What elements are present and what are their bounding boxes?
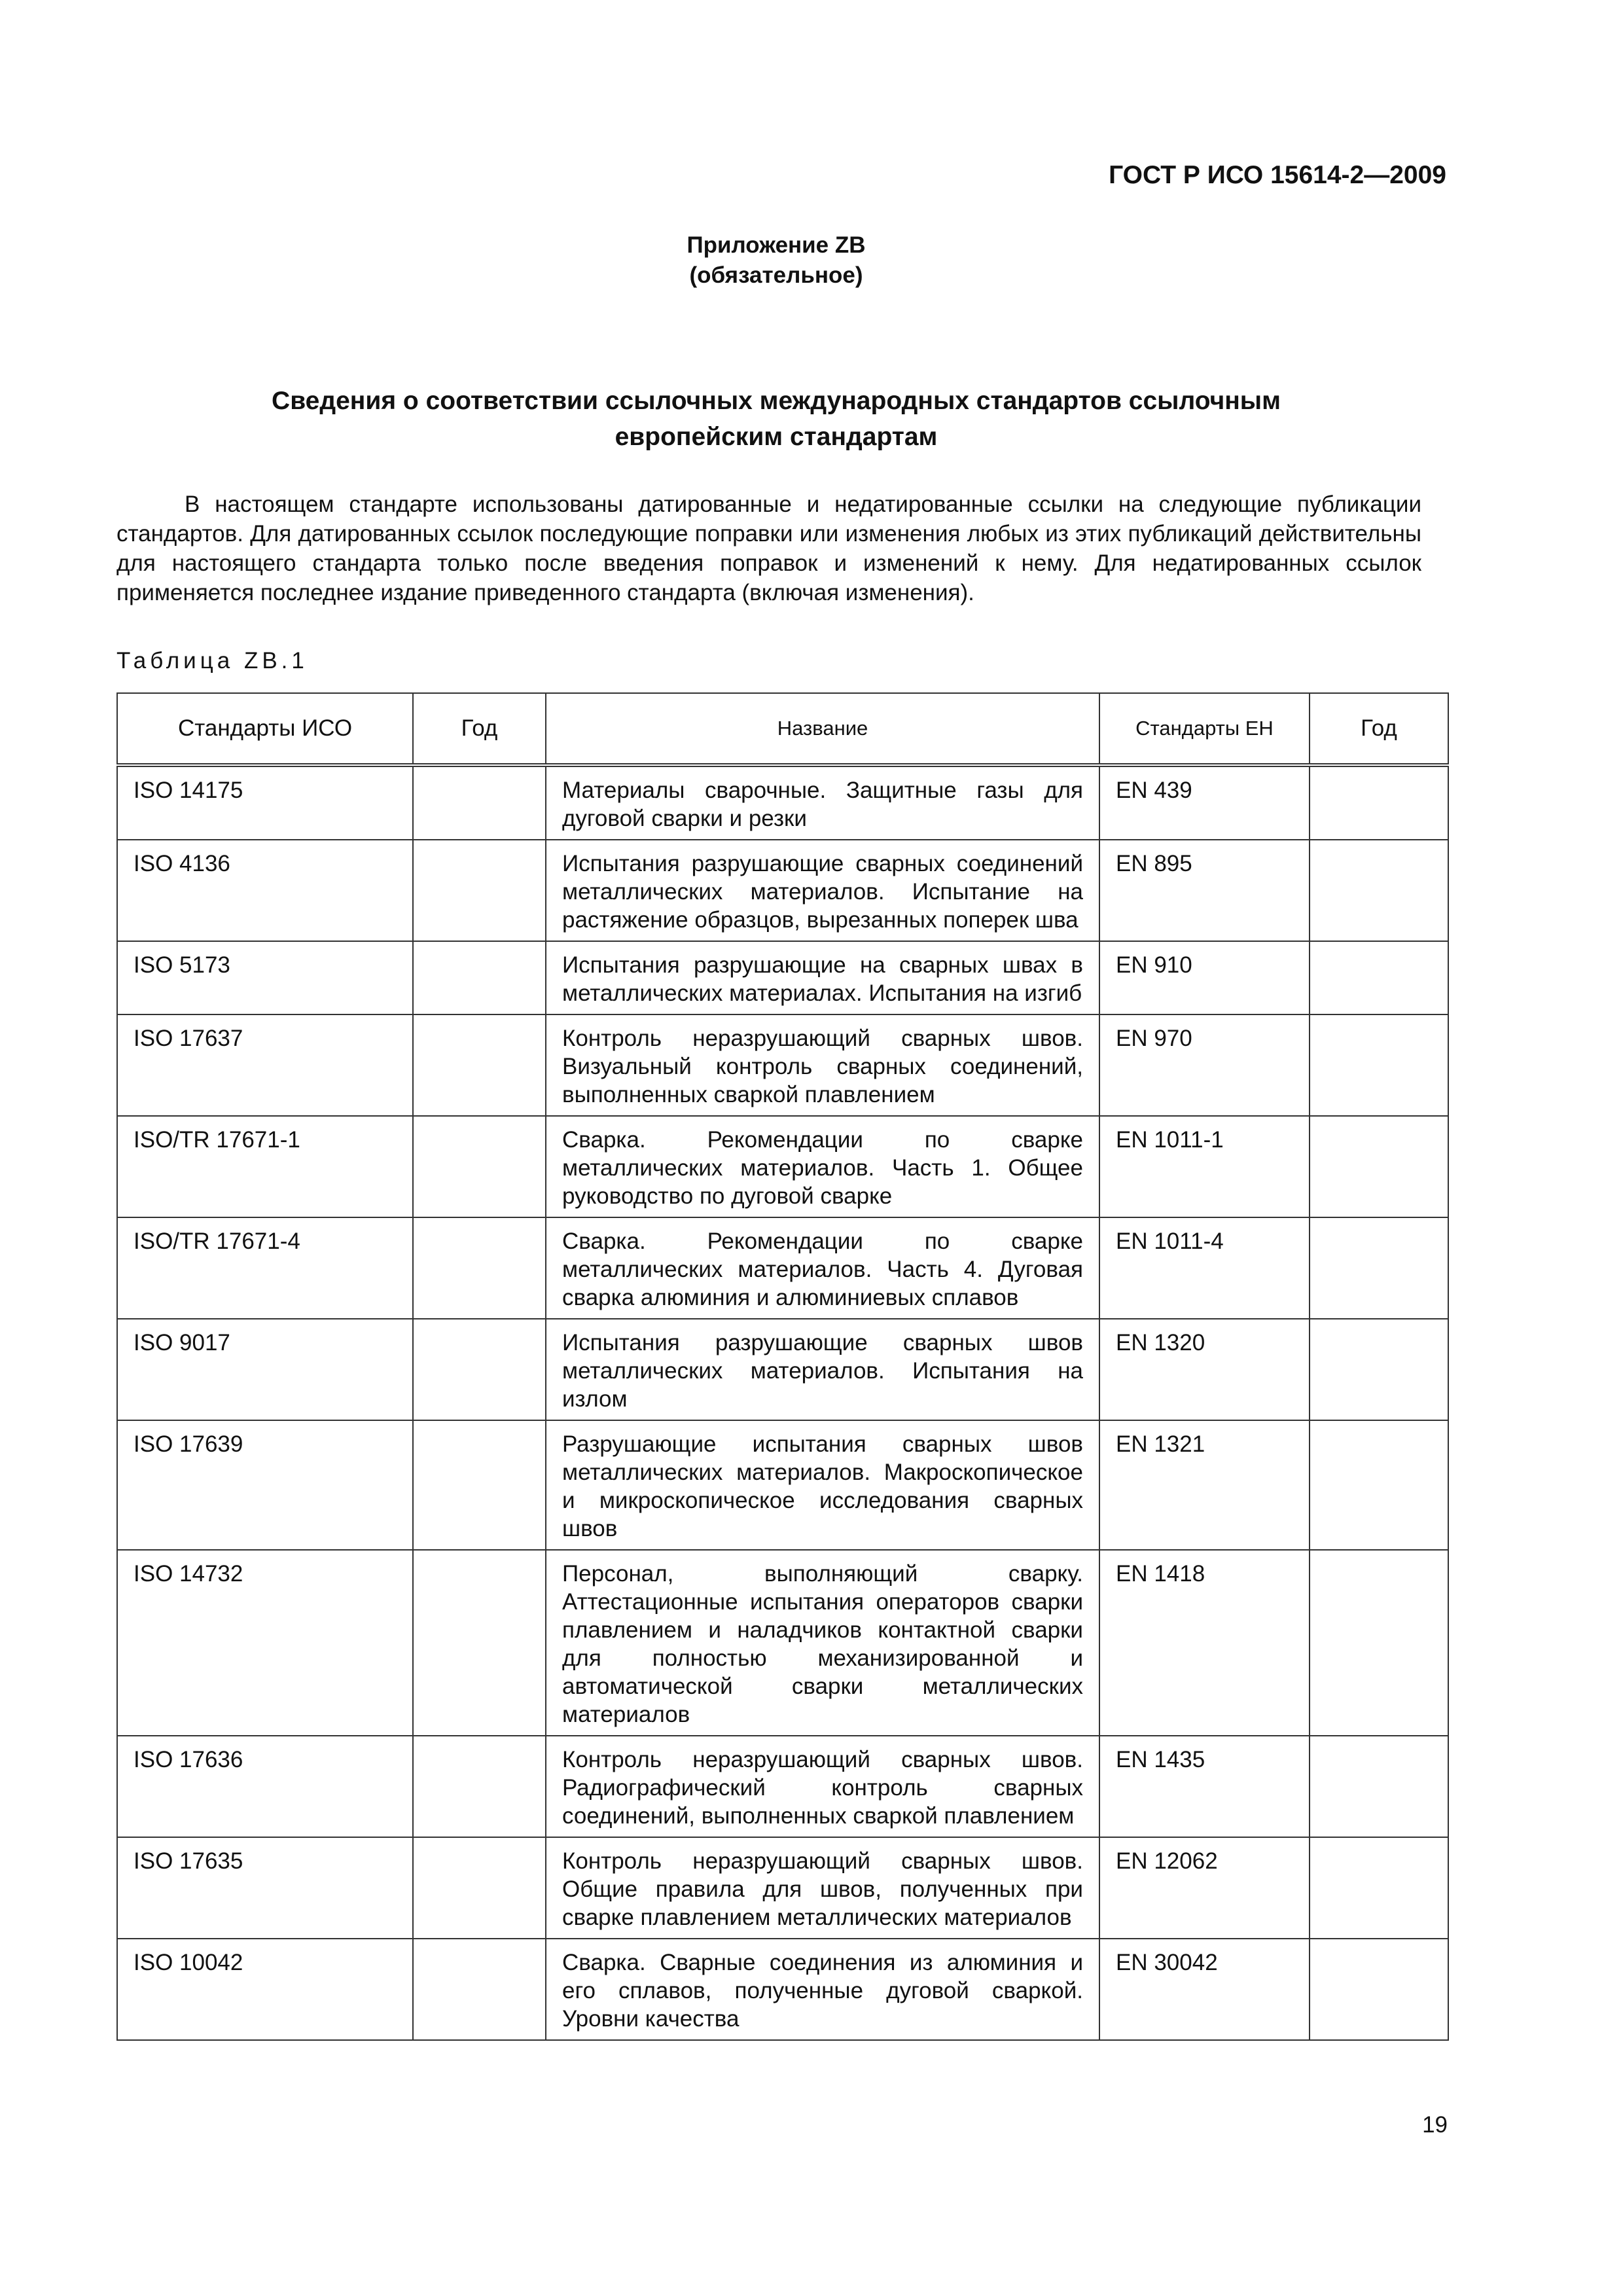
standard-name-cell: Испытания разрушающие сварных швов металлических материалов. Испытания на излом [546,1319,1099,1420]
year-en-cell [1310,1420,1448,1550]
annex-status: (обязательное) [689,262,863,288]
iso-standard-cell: ISO/TR 17671-4 [117,1217,413,1319]
iso-standard-cell: ISO 10042 [117,1939,413,2040]
standard-name-cell: Контроль неразрушающий сварных швов. Общие правила для швов, полученных при сварке плавлением металлических материалов [546,1837,1099,1939]
year-iso-cell [413,1217,546,1319]
table-caption: Таблица ZB.1 [116,648,308,673]
iso-standard-cell: ISO 17637 [117,1014,413,1116]
table-row [117,1939,1448,2040]
page-number: 19 [1422,2112,1448,2138]
iso-standard-cell: ISO 5173 [117,941,413,1014]
table-row [117,765,1448,840]
standard-name-cell: Сварка. Рекомендации по сварке металлических материалов. Часть 1. Общее руководство по дуговой сварке [546,1116,1099,1217]
iso-standard-cell: ISO 4136 [117,840,413,941]
standard-name-cell: Разрушающие испытания сварных швов металлических материалов. Макроскопическое и микроскопическое исследования сварных швов [546,1420,1099,1550]
en-standard-cell: EN 1321 [1099,1420,1310,1550]
year-iso-cell [413,1319,546,1420]
year-iso-cell [413,765,546,840]
en-standard-cell: EN 439 [1099,765,1310,840]
standard-name-cell: Контроль неразрушающий сварных швов. Радиографический контроль сварных соединений, выполненных сваркой плавлением [546,1736,1099,1837]
document-code: ГОСТ Р ИСО 15614-2—2009 [1109,161,1446,189]
year-en-cell [1310,1014,1448,1116]
table-row [117,1319,1448,1420]
en-standard-cell: EN 1435 [1099,1736,1310,1837]
table-row [117,941,1448,1014]
header-name: Название [546,693,1099,765]
table-header-row [117,693,1448,765]
en-standard-cell: EN 30042 [1099,1939,1310,2040]
table-row [117,1420,1448,1550]
year-en-cell [1310,1939,1448,2040]
en-standard-cell: EN 1011-1 [1099,1116,1310,1217]
standard-name-cell: Сварка. Рекомендации по сварке металлических материалов. Часть 4. Дуговая сварка алюминия и алюминиевых сплавов [546,1217,1099,1319]
en-standard-cell: EN 12062 [1099,1837,1310,1939]
standard-name-cell: Персонал, выполняющий сварку. Аттестационные испытания операторов сварки плавлением и наладчиков контактной сварки для полностью механизированной и автоматической сварки металлических материалов [546,1550,1099,1736]
year-iso-cell [413,1736,546,1837]
intro-paragraph: В настоящем стандарте использованы датированные и недатированные ссылки на следующие публикации стандартов. Для датированных ссылок последующие поправки или изменения любых из этих публикаций действительны для настоящего стандарта только после введения поправок и изменений к нему. Для недатированных ссылок применяется последнее издание приведенного стандарта (включая изменения). [116,492,1421,605]
annex-label: Приложение ZB [687,232,866,258]
iso-standard-cell: ISO/TR 17671-1 [117,1116,413,1217]
table-row [117,1014,1448,1116]
year-iso-cell [413,1837,546,1939]
header-year-en: Год [1310,693,1448,765]
annex-heading [0,230,1552,291]
year-iso-cell [413,1420,546,1550]
iso-standard-cell: ISO 17639 [117,1420,413,1550]
iso-standard-cell: ISO 14175 [117,765,413,840]
standards-table [116,692,1449,2041]
section-title-line2: европейским стандартам [615,423,938,451]
table-row [117,840,1448,941]
year-iso-cell [413,1550,546,1736]
standard-name-cell: Испытания разрушающие на сварных швах в металлических материалах. Испытания на изгиб [546,941,1099,1014]
table-row [117,1116,1448,1217]
year-iso-cell [413,1014,546,1116]
table-row [117,1837,1448,1939]
iso-standard-cell: ISO 17636 [117,1736,413,1837]
en-standard-cell: EN 1320 [1099,1319,1310,1420]
year-en-cell [1310,941,1448,1014]
en-standard-cell: EN 910 [1099,941,1310,1014]
year-iso-cell [413,1939,546,2040]
table-body [117,765,1448,2040]
year-iso-cell [413,941,546,1014]
table-row [117,1736,1448,1837]
standard-name-cell: Материалы сварочные. Защитные газы для дуговой сварки и резки [546,765,1099,840]
standard-name-cell: Испытания разрушающие сварных соединений металлических материалов. Испытание на растяжение образцов, вырезанных поперек шва [546,840,1099,941]
year-en-cell [1310,1116,1448,1217]
iso-standard-cell: ISO 14732 [117,1550,413,1736]
year-en-cell [1310,1319,1448,1420]
year-en-cell [1310,840,1448,941]
section-title-line1: Сведения о соответствии ссылочных международных стандартов ссылочным [272,387,1281,415]
year-iso-cell [413,840,546,941]
en-standard-cell: EN 1418 [1099,1550,1310,1736]
iso-standard-cell: ISO 17635 [117,1837,413,1939]
standard-name-cell: Контроль неразрушающий сварных швов. Визуальный контроль сварных соединений, выполненных сваркой плавлением [546,1014,1099,1116]
header-en-standards: Стандарты ЕН [1099,693,1310,765]
year-en-cell [1310,765,1448,840]
en-standard-cell: EN 1011-4 [1099,1217,1310,1319]
year-iso-cell [413,1116,546,1217]
year-en-cell [1310,1736,1448,1837]
en-standard-cell: EN 970 [1099,1014,1310,1116]
header-iso-standards: Стандарты ИСО [117,693,413,765]
standard-name-cell: Сварка. Сварные соединения из алюминия и его сплавов, полученные дуговой сваркой. Уровни качества [546,1939,1099,2040]
year-en-cell [1310,1217,1448,1319]
section-title [0,383,1552,455]
en-standard-cell: EN 895 [1099,840,1310,941]
year-en-cell [1310,1837,1448,1939]
iso-standard-cell: ISO 9017 [117,1319,413,1420]
table-row [117,1550,1448,1736]
year-en-cell [1310,1550,1448,1736]
table-row [117,1217,1448,1319]
header-year-iso: Год [413,693,546,765]
